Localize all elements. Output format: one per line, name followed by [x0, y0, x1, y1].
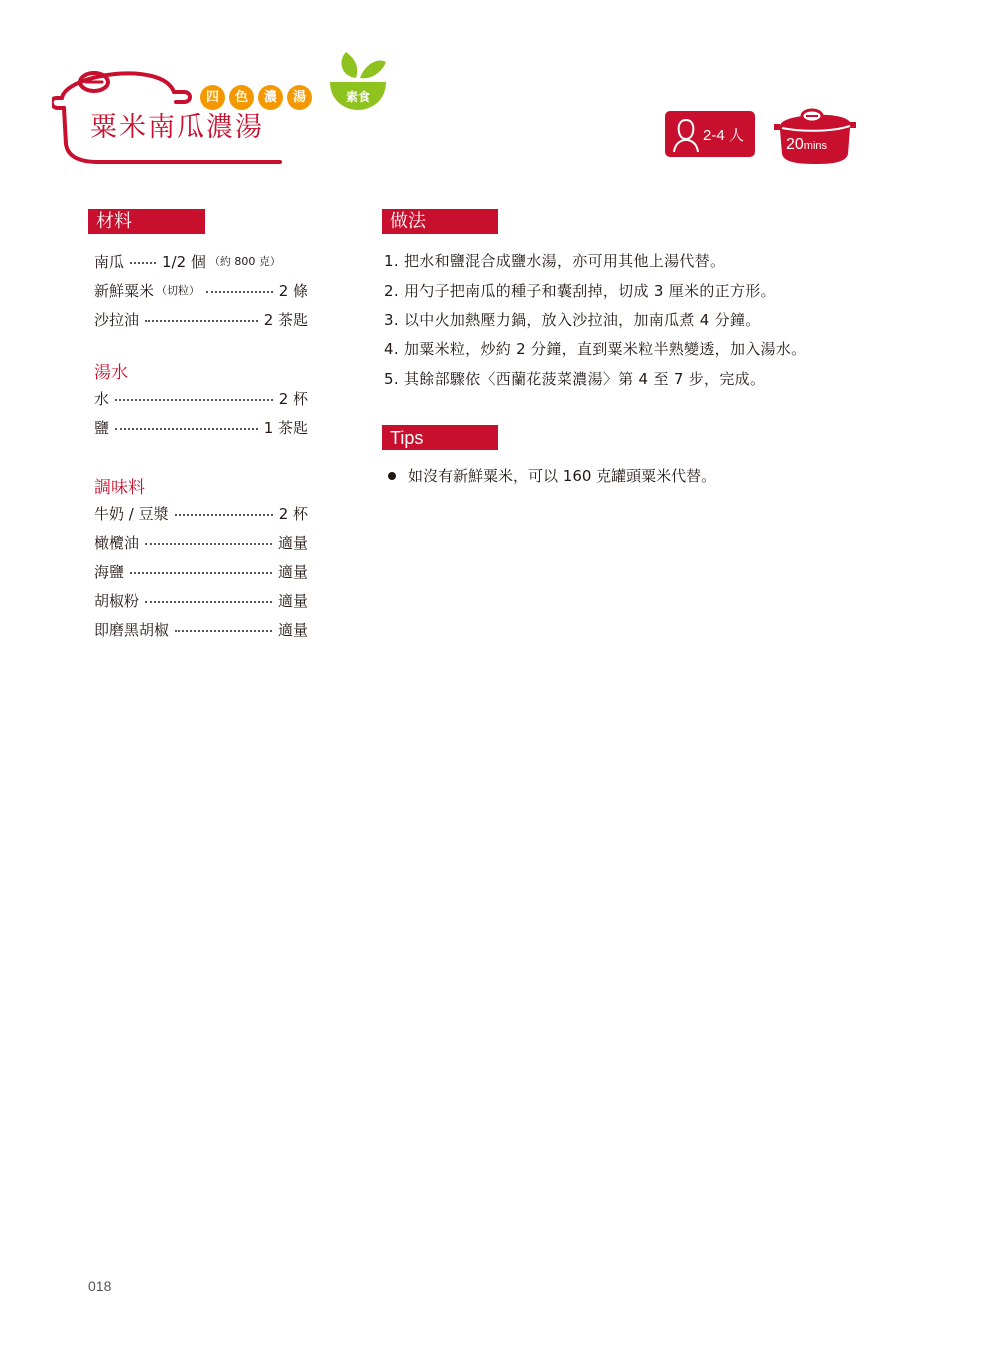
ingredient-row [94, 309, 308, 329]
ingredient-name: 鹽 [94, 418, 110, 437]
ingredient-qty: 適量 [277, 591, 308, 610]
cooking-pot-icon [772, 104, 858, 166]
person-icon [671, 117, 701, 153]
ingredient-name: 沙拉油 [94, 310, 140, 329]
leader-dots [130, 262, 156, 264]
page-number: 018 [88, 1278, 112, 1294]
ingredient-name: 新鮮粟米 [94, 281, 155, 300]
method-step: 4. 加粟米粒，炒約 2 分鐘，直到粟米粒半熟變透，加入湯水。 [384, 340, 807, 358]
time-value: 20 [786, 136, 804, 153]
ingredient-note: （切粒） [156, 284, 201, 297]
ingredient-name: 牛奶 / 豆漿 [94, 504, 169, 523]
method-step: 1. 把水和鹽混合成鹽水湯，亦可用其他上湯代替。 [384, 252, 726, 270]
bullet-icon [388, 472, 396, 480]
leader-dots [145, 320, 258, 322]
ingredient-name: 海鹽 [94, 562, 125, 581]
ingredient-qty: 2 條 [278, 281, 308, 300]
category-char: 色 [229, 85, 254, 110]
ingredient-qty: 2 杯 [278, 504, 308, 523]
servings-text: 2-4 人 [703, 127, 744, 144]
leader-dots [206, 291, 273, 293]
ingredient-row [94, 388, 308, 408]
recipe-title: 粟米南瓜濃湯 [90, 112, 264, 143]
leader-dots [175, 514, 273, 516]
ingredient-qty: 1 茶匙 [263, 418, 308, 437]
ingredient-row [94, 619, 308, 639]
method-step: 2. 用勺子把南瓜的種子和囊刮掉，切成 3 厘米的正方形。 [384, 282, 776, 300]
ingredient-row [94, 590, 308, 610]
tip-text: 如沒有新鮮粟米，可以 160 克罐頭粟米代替。 [408, 467, 717, 485]
time-badge [772, 104, 858, 166]
ingredient-row [94, 532, 308, 552]
tip-item [388, 465, 716, 486]
leader-dots [175, 630, 272, 632]
ingredient-qty: 2 茶匙 [263, 310, 308, 329]
servings-badge [665, 111, 755, 157]
category-char: 四 [200, 85, 225, 110]
ingredient-name: 南瓜 [94, 252, 125, 271]
time-text [786, 136, 827, 154]
ingredient-qty-note: （約 800 克） [208, 255, 281, 268]
ingredient-row [94, 280, 308, 300]
seasoning-heading: 調味料 [94, 478, 145, 498]
method-step: 5. 其餘部驟依〈西蘭花菠菜濃湯〉第 4 至 7 步，完成。 [384, 370, 766, 388]
materials-heading: 材料 [88, 209, 205, 234]
vegetarian-label: 素食 [345, 90, 370, 104]
leader-dots [145, 543, 272, 545]
ingredient-name: 水 [94, 389, 110, 408]
ingredient-row [94, 503, 308, 523]
ingredient-name: 胡椒粉 [94, 591, 140, 610]
ingredient-row [94, 561, 308, 581]
time-unit: mins [803, 140, 828, 152]
ingredient-row [94, 417, 308, 437]
ingredient-qty: 2 杯 [278, 389, 308, 408]
ingredient-row [94, 251, 308, 271]
ingredient-qty: 適量 [277, 533, 308, 552]
ingredient-qty: 適量 [277, 620, 308, 639]
ingredient-name: 即磨黑胡椒 [94, 620, 170, 639]
leader-dots [115, 399, 273, 401]
vegetarian-badge [326, 48, 390, 114]
tips-heading: Tips [382, 425, 498, 450]
soup-heading: 湯水 [94, 363, 128, 383]
category-char: 湯 [287, 85, 312, 110]
ingredient-qty: 1/2 個 [162, 252, 206, 271]
leader-dots [130, 572, 272, 574]
category-tags [200, 85, 312, 110]
leader-dots [145, 601, 272, 603]
method-step: 3. 以中火加熱壓力鍋，放入沙拉油，加南瓜煮 4 分鐘。 [384, 311, 761, 329]
ingredient-qty: 適量 [277, 562, 308, 581]
method-heading: 做法 [382, 209, 498, 234]
ingredient-name: 橄欖油 [94, 533, 140, 552]
category-char: 濃 [258, 85, 283, 110]
leader-dots [115, 428, 258, 430]
